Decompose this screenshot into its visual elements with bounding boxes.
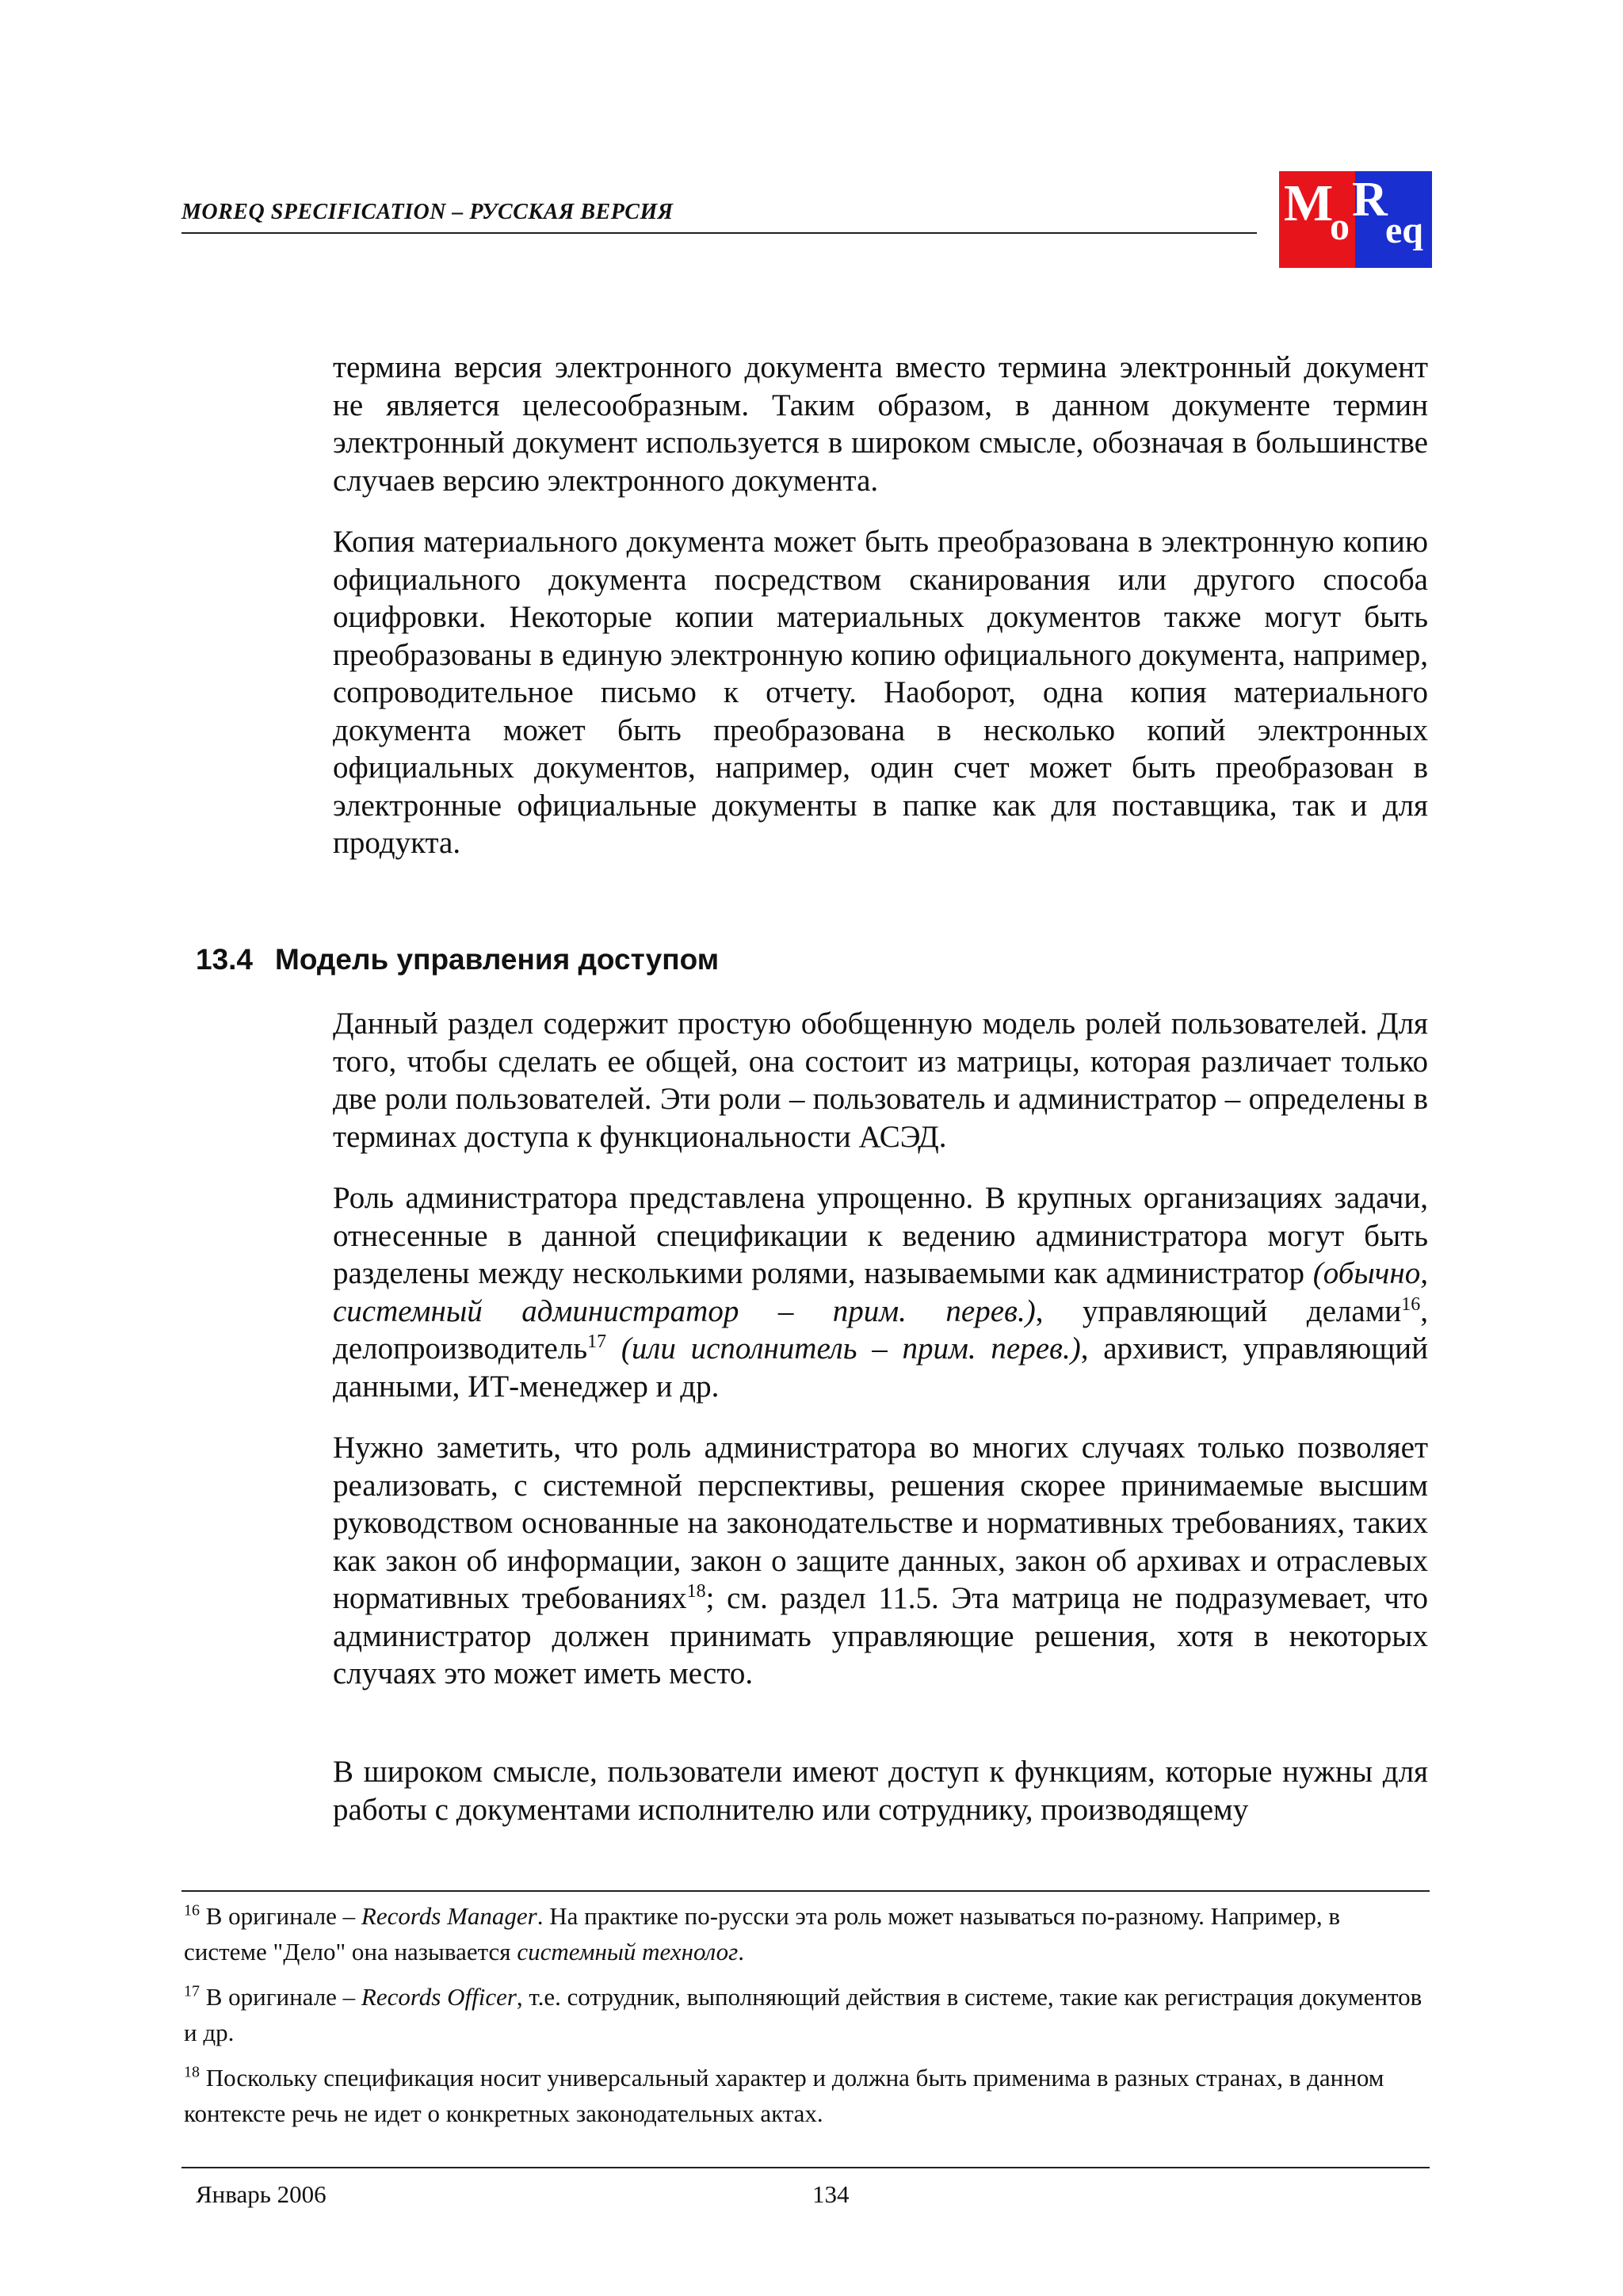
p4-text-d: , делопроизводитель xyxy=(333,1293,1428,1366)
p4-translator-note-2: (или исполнитель – прим. перев.) xyxy=(621,1331,1081,1366)
paragraph-1: термина версия электронного документа вместо термина электронный документ не является целесообразным. Таким образом, в данном документе термин электронный документ используется в широком смысле, обозначая в большинстве случаев версию электронного документа. xyxy=(333,350,1428,498)
section-number: 13.4 xyxy=(196,943,254,976)
svg-text:R: R xyxy=(1352,173,1388,227)
p5-text-b: ; см. раздел 11.5. Эта матрица не подразумевает, что администратор должен принимать управляющие решения, хотя в некоторых случаях это может иметь место. xyxy=(333,1581,1428,1690)
header-rule xyxy=(181,232,1257,234)
footer-rule xyxy=(181,2167,1430,2168)
svg-text:eq: eq xyxy=(1385,209,1423,251)
footnote-17 xyxy=(184,1979,1428,2050)
footnote-17-text-c: , т.е. сотрудник, выполняющий действия в системе, такие как регистрация документов и др. xyxy=(184,1983,1423,2046)
paragraph-4 xyxy=(333,1179,1428,1405)
footnote-16-term-2: системный технолог xyxy=(517,1938,739,1966)
moreq-logo xyxy=(1279,171,1432,268)
footnote-16-text-e: . xyxy=(738,1938,744,1966)
paragraph-2: Копия материального документа может быть преобразована в электронную копию официального документа посредством сканирования или другого способа оцифровки. Некоторые копии материальных документов также могут быть преобразованы в единую электронную копию официального документа, например, сопроводительное письмо к отчету. Наоборот, одна копия материального документа может быть преобразована в несколько копий электронных официальных документов, например, один счет может быть преобразован в электронные официальные документы в папке как для поставщика, так и для продукта. xyxy=(333,525,1428,860)
p4-text-e xyxy=(606,1331,621,1366)
running-header: MOREQ SPECIFICATION – РУССКАЯ ВЕРСИЯ xyxy=(181,200,674,224)
footer-date: Январь 2006 xyxy=(196,2180,327,2208)
page-number: 134 xyxy=(812,2180,850,2208)
svg-text:o: o xyxy=(1330,204,1350,248)
paragraph-3: Данный раздел содержит простую обобщенную модель ролей пользователей. Для того, чтобы сделать ее общей, она состоит из матрицы, которая различает только две роли пользователей. Эти роли – пользователь и администратор – определены в терминах доступа к функциональности АСЭД. xyxy=(333,1007,1428,1154)
p4-text-a: Роль администратора представлена упрощенно. В крупных организациях задачи, отнесенные в данной спецификации к ведению администратора могут быть разделены между несколькими ролями, называемыми как администратор xyxy=(333,1181,1428,1290)
p4-translator-note-1: (обычно, системный администратор – прим. перев.) xyxy=(333,1256,1428,1328)
footnote-16-number: 16 xyxy=(184,1901,200,1920)
section-heading xyxy=(196,943,719,976)
footnote-16-text-c: . На практике по-русски эта роль может называться по-разному. Например, в системе "Дело" она называется xyxy=(184,1902,1341,1966)
section-title: Модель управления доступом xyxy=(275,943,720,976)
footnote-17-number: 17 xyxy=(184,1982,200,2000)
footnote-ref-18[interactable]: 18 xyxy=(686,1581,706,1602)
svg-text:M: M xyxy=(1284,174,1334,232)
footnote-18-number: 18 xyxy=(184,2063,200,2081)
footnote-18 xyxy=(184,2060,1428,2131)
p5-text-a: Нужно заметить, что роль администратора во многих случаях только позволяет реализовать, с системной перспективы, решения скорее принимаемые высшим руководством основанные на законодательстве и нормативных требованиях, таких как закон об информации, закон о защите данных, закон об архивах и отраслевых нормативных требованиях xyxy=(333,1431,1428,1615)
p4-text-g: , архивист, управляющий данными, ИТ-менеджер и др. xyxy=(333,1331,1428,1404)
footnote-16-term: Records Manager xyxy=(361,1902,537,1930)
footnote-ref-17[interactable]: 17 xyxy=(587,1331,607,1352)
paragraph-5 xyxy=(333,1429,1428,1693)
footnote-16 xyxy=(184,1898,1428,1969)
footnote-separator xyxy=(181,1890,1430,1892)
footnote-16-text-a: В оригинале – xyxy=(200,1902,361,1930)
paragraph-6: В широком смысле, пользователи имеют доступ к функциям, которые нужны для работы с документами исполнителю или сотруднику, производящему xyxy=(333,1755,1428,1827)
footnote-18-text-a: Поскольку спецификация носит универсальный характер и должна быть применима в разных странах, в данном контексте речь не идет о конкретных законодательных актах. xyxy=(184,2064,1384,2127)
footnote-ref-16[interactable]: 16 xyxy=(1401,1293,1421,1315)
p4-text-c: , управляющий делами xyxy=(1035,1293,1402,1328)
footnote-17-term: Records Officer xyxy=(361,1983,517,2011)
footnote-17-text-a: В оригинале – xyxy=(200,1983,361,2011)
